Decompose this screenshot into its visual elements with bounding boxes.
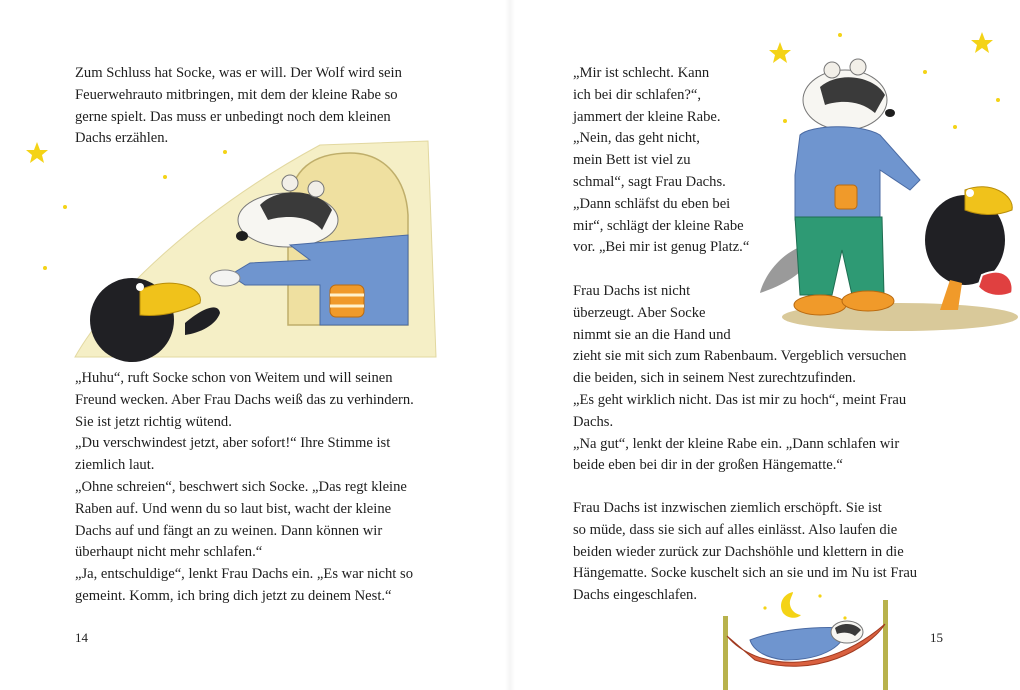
star-dot	[63, 205, 67, 209]
text-line: überzeugt. Aber Socke	[573, 304, 706, 321]
mug	[835, 185, 857, 209]
right-paragraph-1	[573, 63, 749, 259]
text-line: „Ohne schreien“, beschwert sich Socke. „Das regt kleine	[75, 478, 407, 495]
text-line: „Nein, das geht nicht,	[573, 130, 700, 147]
star-icon	[769, 42, 791, 63]
text-line: schmal“, sagt Frau Dachs.	[573, 173, 726, 190]
text-line: Freund wecken. Aber Frau Dachs weiß das zu verhindern.	[75, 391, 414, 408]
star-dot	[996, 98, 1000, 102]
text-line: die beiden, sich in seinem Nest zurechtzufinden.	[573, 370, 856, 387]
text-line: Zum Schluss hat Socke, was er will. Der Wolf wird sein	[75, 65, 402, 81]
hammock-post	[723, 616, 728, 690]
text-line: Raben auf. Und wenn du so laut bist, wacht der kleine	[75, 500, 392, 517]
text-line: jammert der kleine Rabe.	[573, 108, 721, 125]
star-dot	[818, 594, 821, 597]
text-line: „Na gut“, lenkt der kleine Rabe ein. „Dann schlafen wir	[573, 435, 900, 452]
text-line: Hängematte. Socke kuschelt sich an sie und im Nu ist Frau	[573, 565, 918, 582]
text-line: mein Bett ist viel zu	[573, 152, 691, 169]
badger-ear	[824, 62, 840, 78]
star-dot	[843, 616, 846, 619]
text-line: „Ja, entschuldige“, lenkt Frau Dachs ein. „Es war nicht so	[75, 566, 413, 583]
star-dot	[838, 33, 842, 37]
star-dot	[953, 125, 957, 129]
text-line: beiden wieder zurück zur Dachshöhle und klettern in die	[573, 543, 904, 560]
badger-ear	[282, 175, 298, 191]
text-line: überhaupt nicht mehr schlafen.“	[75, 544, 263, 561]
text-line: Frau Dachs ist nicht	[573, 283, 691, 299]
text-line: Dachs eingeschlafen.	[573, 587, 697, 604]
text-line: „Mir ist schlecht. Kann	[573, 65, 710, 81]
text-line: gerne spielt. Das muss er unbedingt noch dem kleinen	[75, 108, 391, 125]
text-line: vor. „Bei mir ist genug Platz.“	[573, 239, 750, 256]
hammock-post	[883, 600, 888, 690]
raven-eye	[136, 283, 144, 291]
text-line: Dachs.	[573, 413, 614, 430]
text-line: Sie ist jetzt richtig wütend.	[75, 413, 232, 430]
badger-sweater	[795, 127, 920, 220]
text-line: nimmt sie an die Hand und	[573, 326, 731, 343]
raven-sock	[978, 272, 1013, 296]
left-paragraph-2	[75, 368, 414, 608]
illustration-badger-window	[20, 135, 445, 365]
star-icon	[971, 32, 993, 53]
moon-icon	[781, 592, 801, 618]
text-line: so müde, dass sie sich auf alles einlässt. Also laufen die	[573, 521, 898, 538]
text-line: beide eben bei dir in der großen Hängematte.“	[573, 457, 843, 474]
page-number-right: 15	[930, 630, 943, 645]
text-line: Dachs auf und fängt an zu weinen. Dann können wir	[75, 522, 383, 539]
text-line: „Huhu“, ruft Socke schon von Weitem und will seinen	[75, 370, 393, 386]
star-dot	[163, 175, 167, 179]
text-line: „Es geht wirklich nicht. Das ist mir zu hoch“, meint Frau	[573, 391, 907, 408]
star-dot	[223, 150, 227, 154]
star-dot	[43, 266, 47, 270]
right-page	[510, 0, 1020, 690]
star-icon	[26, 142, 48, 163]
star-dot	[923, 70, 927, 74]
text-line: ziemlich laut.	[75, 457, 155, 474]
text-line: „Dann schläfst du eben bei	[573, 195, 731, 212]
mug	[330, 285, 364, 317]
right-paragraph-2	[573, 281, 906, 477]
raven-eye	[966, 189, 974, 197]
illustration-hammock	[705, 588, 905, 690]
text-line: „Du verschwindest jetzt, aber sofort!“ Ihre Stimme ist	[75, 435, 391, 452]
badger-ear	[850, 59, 866, 75]
text-line: zieht sie mit sich zum Rabenbaum. Vergeblich versuchen	[573, 348, 907, 365]
text-line: Frau Dachs ist inzwischen ziemlich erschöpft. Sie ist	[573, 500, 882, 516]
text-line: Feuerwehrauto mitbringen, mit dem der kleine Rabe so	[75, 86, 398, 103]
text-line: Dachs erzählen.	[75, 130, 169, 147]
badger-paw	[210, 270, 240, 286]
star-dot	[783, 119, 787, 123]
badger-nose	[885, 109, 895, 117]
text-line: ich bei dir schlafen?“,	[573, 86, 702, 103]
text-line: mir“, schlägt der kleine Rabe	[573, 217, 744, 234]
text-line: gemeint. Komm, ich bring dich jetzt zu deinem Nest.“	[75, 587, 392, 604]
badger-nose	[236, 231, 248, 241]
page-number-left: 14	[75, 630, 88, 645]
badger-ear	[308, 181, 324, 197]
star-dot	[763, 606, 766, 609]
